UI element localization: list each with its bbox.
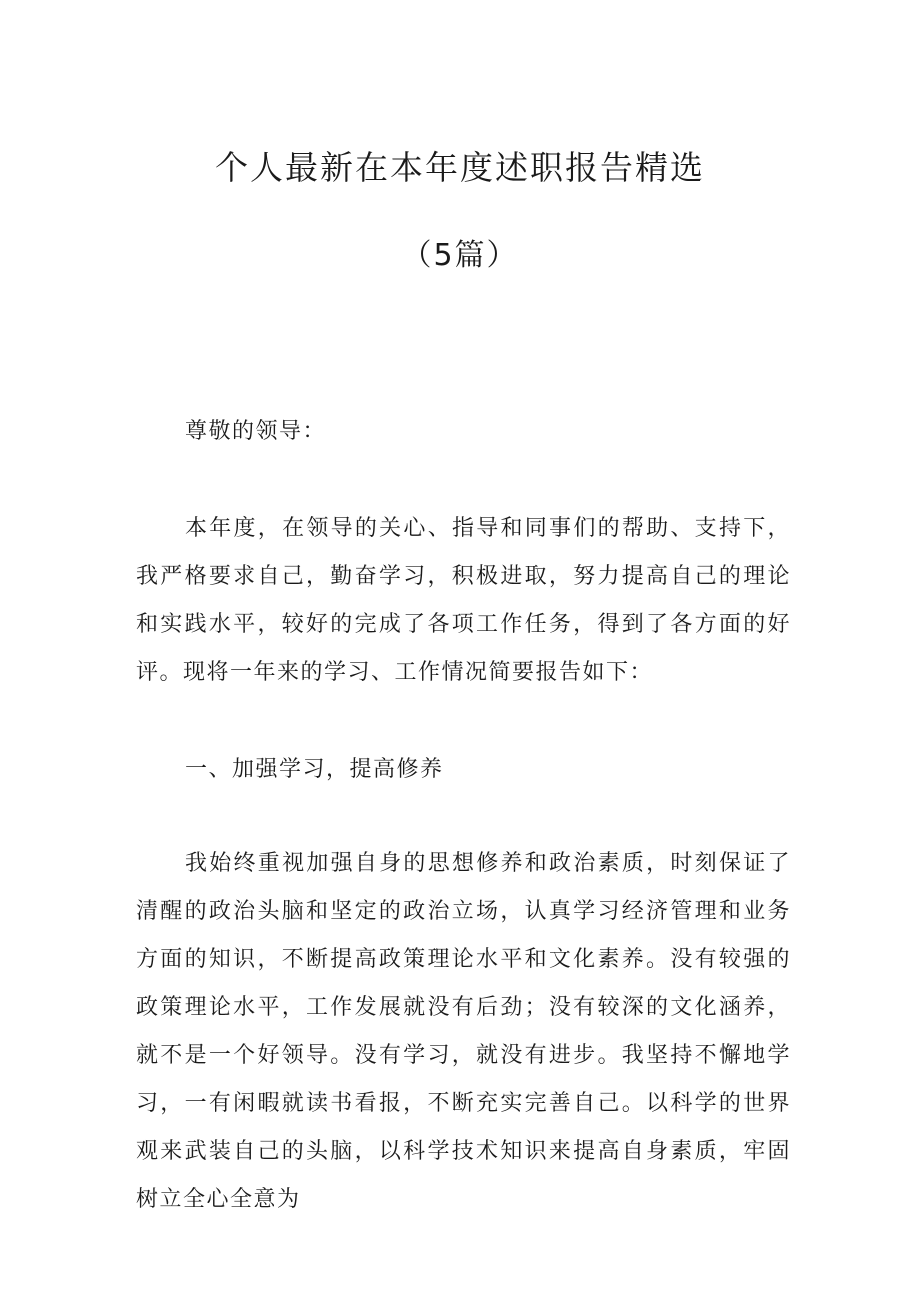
document-subtitle: （5篇） xyxy=(401,238,519,273)
paragraph-intro: 本年度，在领导的关心、指导和同事们的帮助、支持下，我严格要求自己，勤奋学习，积极进取，努力提高自己的理论和实践水平，较好的完成了各项工作任务，得到了各方面的好评。现将一年来的学习、工作情况简要报告如下： xyxy=(136,516,791,685)
paragraph-study: 我始终重视加强自身的思想修养和政治素质，时刻保证了清醒的政治头脑和坚定的政治立场，认真学习经济管理和业务方面的知识，不断提高政策理论水平和文化素养。没有较强的政策理论水平，工作发展就没有后劲；没有较深的文化涵养，就不是一个好领导。没有学习，就没有进步。我坚持不懈地学习，一有闲暇就读书看报，不断充实完善自己。以科学的世界观来武装自己的头脑，以科学技术知识来提高自身素质，牢固树立全心全意为 xyxy=(136,851,791,1212)
salutation: 尊敬的领导： xyxy=(185,419,327,444)
document-title: 个人最新在本年度述职报告精选 xyxy=(215,148,705,187)
section-heading: 一、加强学习，提高修养 xyxy=(185,757,444,782)
